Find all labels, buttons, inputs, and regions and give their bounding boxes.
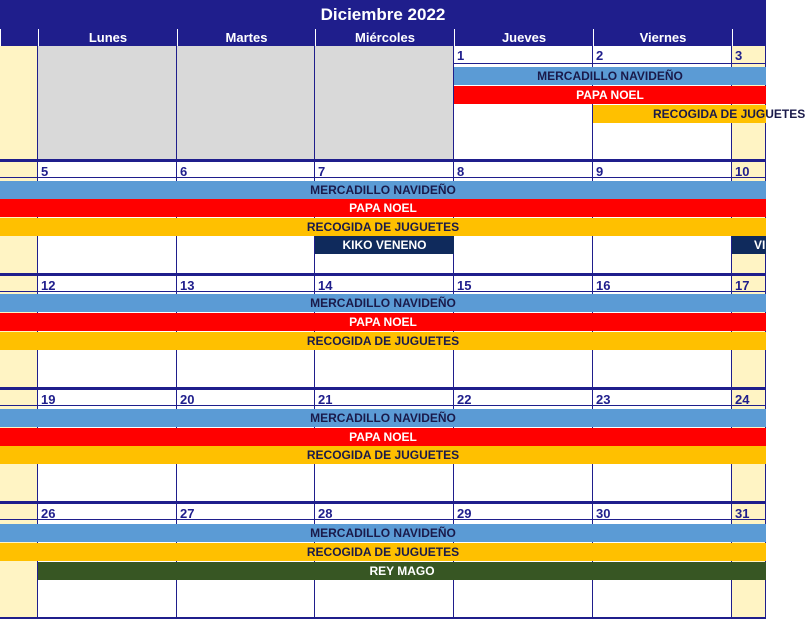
event-papa-noel[interactable]: PAPA NOEL: [0, 199, 766, 217]
weekday-header-thursday: Jueves: [454, 29, 593, 46]
event-papa-noel[interactable]: PAPA NOEL: [454, 86, 766, 104]
day-number: 24: [732, 388, 766, 406]
day-number: 1: [454, 46, 593, 64]
day-number: 2: [593, 46, 732, 64]
event-mercadillo[interactable]: MERCADILLO NAVIDEÑO: [0, 181, 766, 199]
weekday-header-monday: Lunes: [38, 29, 177, 46]
weekday-header-saturday: [732, 29, 766, 46]
day-number: 22: [454, 388, 593, 406]
event-recogida-juguetes[interactable]: RECOGIDA DE JUGUETES: [0, 543, 766, 561]
day-number: 29: [454, 502, 593, 520]
event-recogida-juguetes[interactable]: RECOGIDA DE JUGUETES: [0, 332, 766, 350]
day-number: 16: [593, 274, 732, 292]
event-mercadillo[interactable]: MERCADILLO NAVIDEÑO: [454, 67, 766, 85]
day-number: [0, 274, 38, 292]
day-number: 19: [38, 388, 177, 406]
weekday-header-tuesday: Martes: [177, 29, 315, 46]
day-number: 10: [732, 160, 766, 178]
day-number: [0, 502, 38, 520]
day-number: 7: [315, 160, 454, 178]
day-number: 30: [593, 502, 732, 520]
day-number: 5: [38, 160, 177, 178]
day-number: 14: [315, 274, 454, 292]
event-kiko-veneno-continued[interactable]: VI: [732, 236, 766, 254]
day-number: 20: [177, 388, 315, 406]
day-number: 17: [732, 274, 766, 292]
day-number: 12: [38, 274, 177, 292]
event-recogida-juguetes[interactable]: RECOGIDA DE JUGUETES: [0, 218, 766, 236]
day-number: 6: [177, 160, 315, 178]
event-recogida-juguetes[interactable]: RECOGIDA DE JUGUETES: [0, 446, 766, 464]
day-number: 9: [593, 160, 732, 178]
event-papa-noel[interactable]: PAPA NOEL: [0, 428, 766, 446]
day-number: 3: [732, 46, 766, 64]
event-papa-noel[interactable]: PAPA NOEL: [0, 313, 766, 331]
day-number: 23: [593, 388, 732, 406]
event-mercadillo[interactable]: MERCADILLO NAVIDEÑO: [0, 409, 766, 427]
day-number: 31: [732, 502, 766, 520]
day-number: [0, 160, 38, 178]
event-recogida-juguetes[interactable]: RECOGIDA DE JUGUETES: [593, 105, 766, 123]
weekday-header-friday: Viernes: [593, 29, 732, 46]
weekday-header-sunday: [0, 29, 38, 46]
day-number: 8: [454, 160, 593, 178]
day-cell-empty: [177, 46, 315, 160]
day-cell[interactable]: [0, 46, 38, 160]
day-number: 15: [454, 274, 593, 292]
event-mercadillo[interactable]: MERCADILLO NAVIDEÑO: [0, 294, 766, 312]
day-number: 21: [315, 388, 454, 406]
day-number: 27: [177, 502, 315, 520]
day-number: 13: [177, 274, 315, 292]
calendar-title: Diciembre 2022: [0, 0, 766, 29]
day-number: 28: [315, 502, 454, 520]
event-kiko-veneno[interactable]: KIKO VENENO: [315, 236, 454, 254]
event-mercadillo[interactable]: MERCADILLO NAVIDEÑO: [0, 524, 766, 542]
weekday-header-wednesday: Miércoles: [315, 29, 454, 46]
day-number: 26: [38, 502, 177, 520]
day-cell-empty: [38, 46, 177, 160]
day-number: [0, 388, 38, 406]
event-rey-mago[interactable]: REY MAGO: [38, 562, 766, 580]
day-cell-empty: [315, 46, 454, 160]
